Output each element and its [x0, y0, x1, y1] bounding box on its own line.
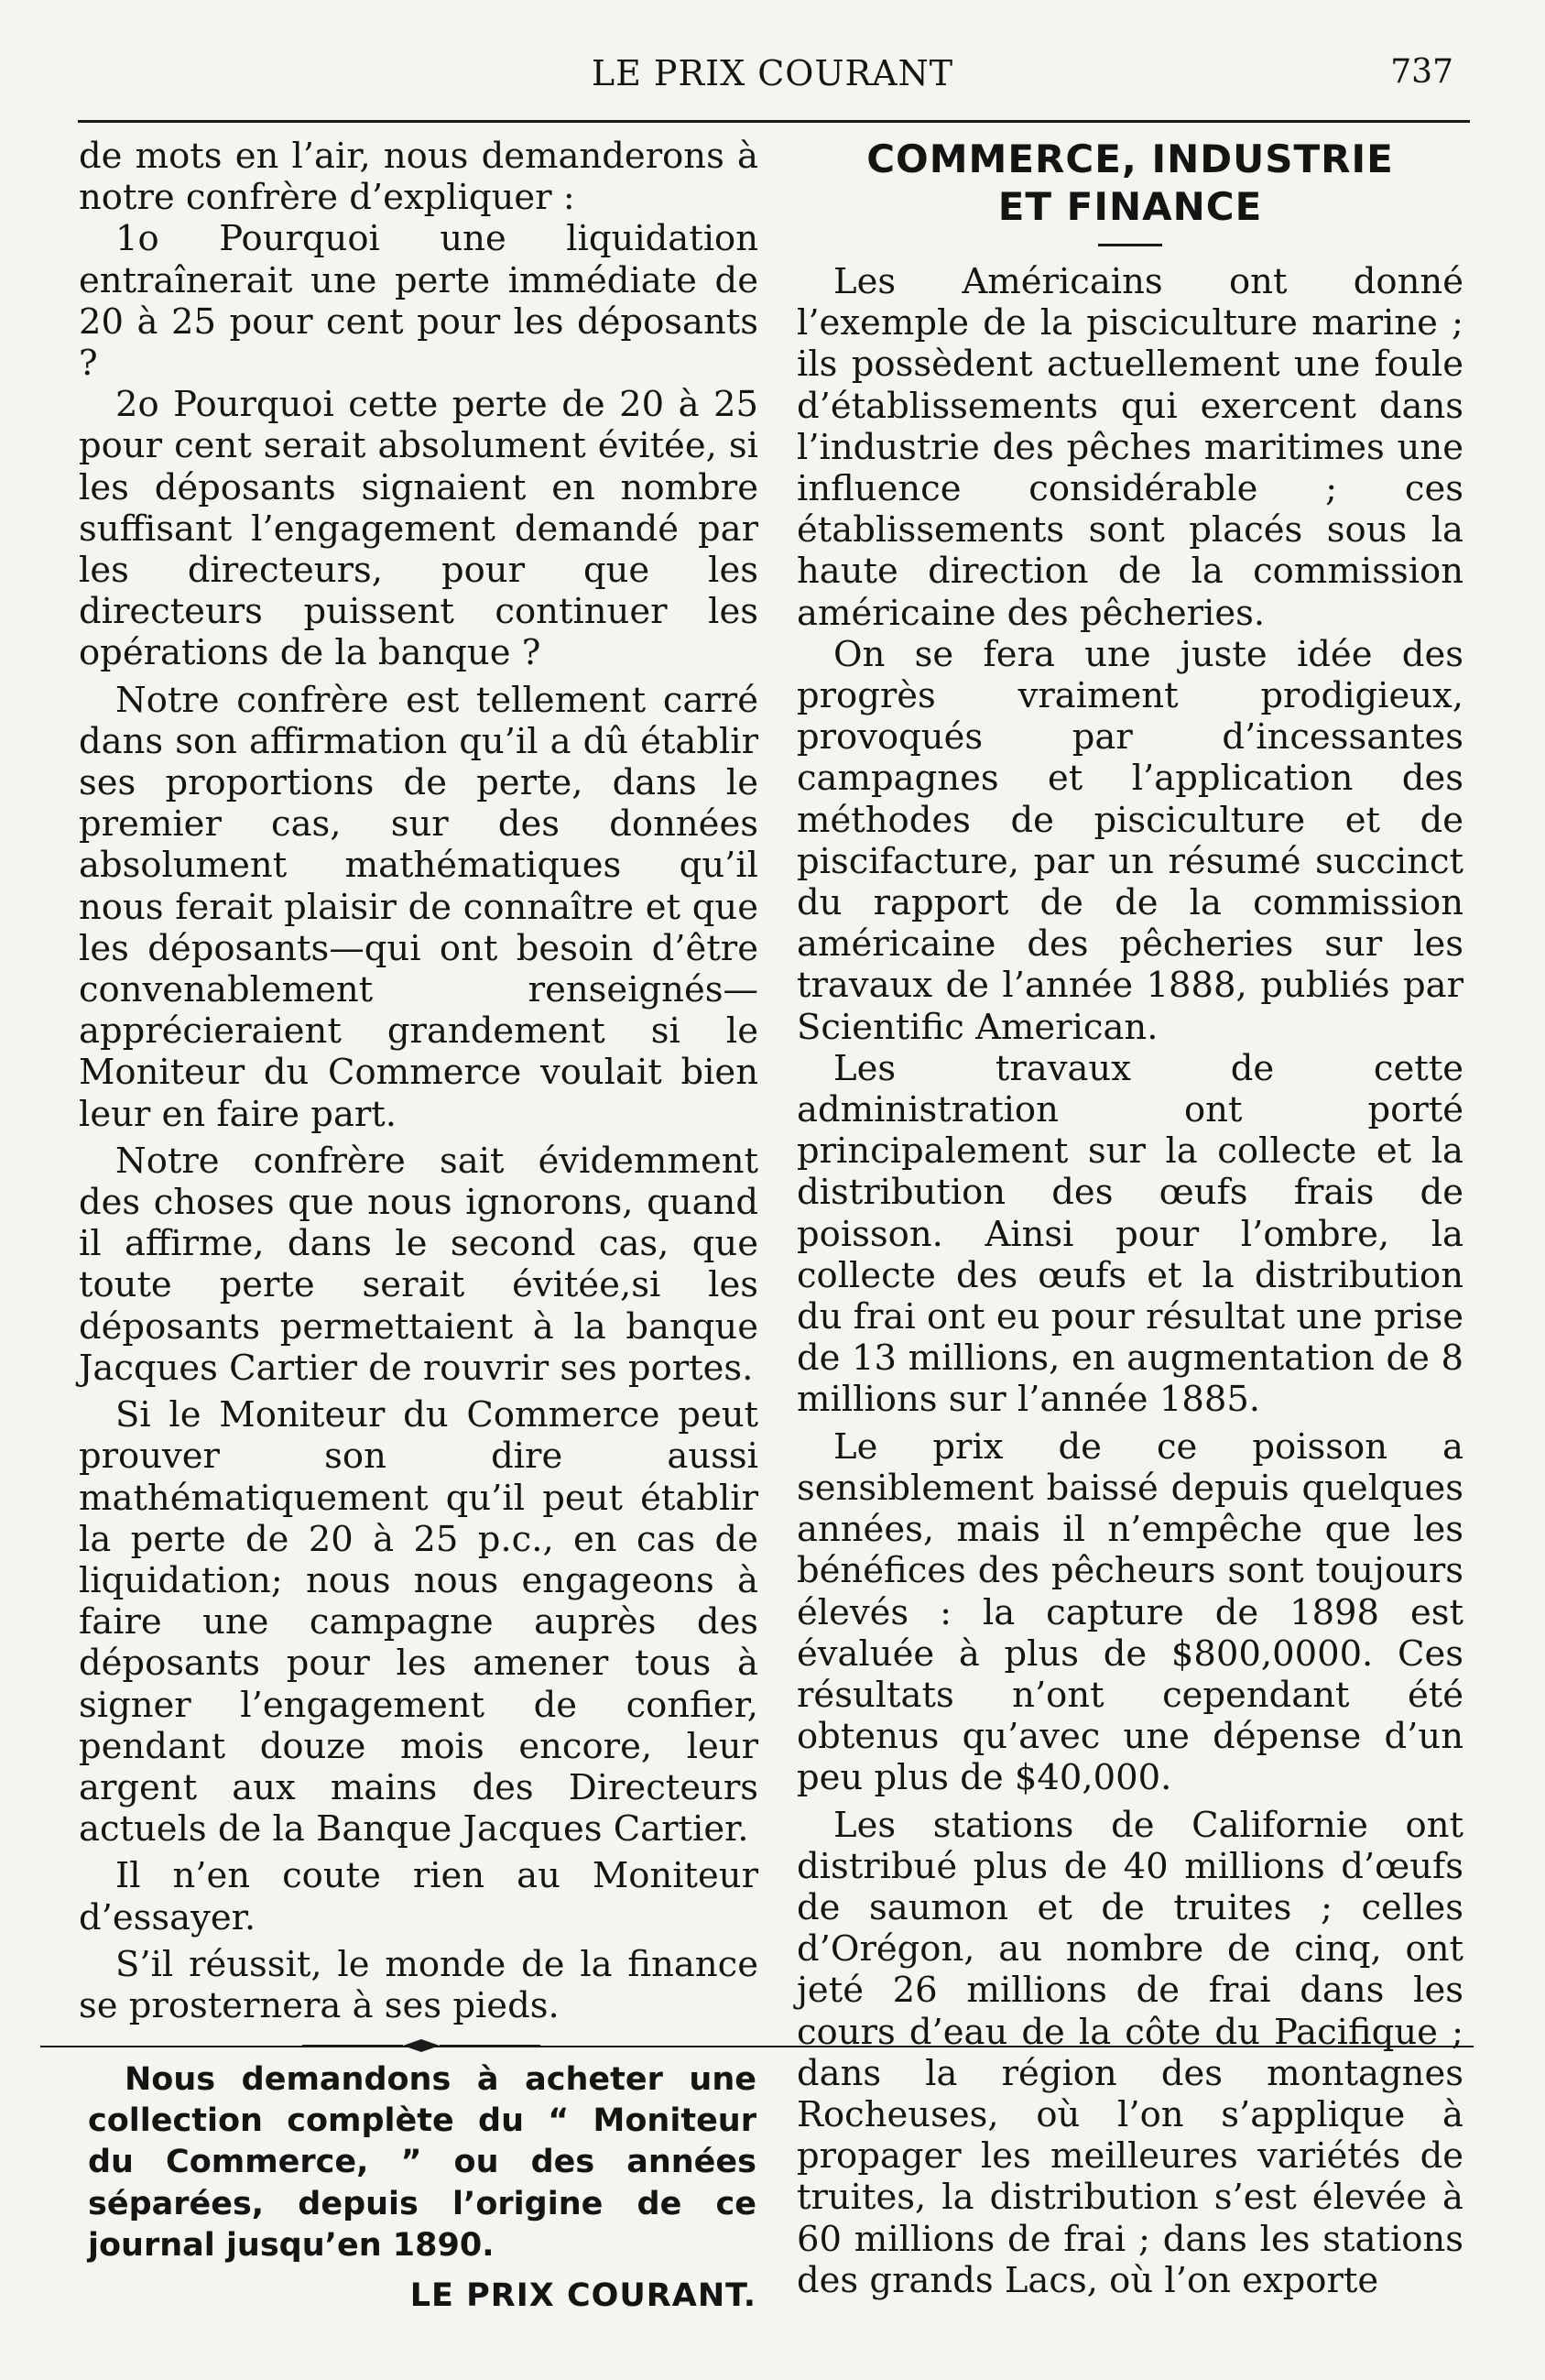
- section-title-line-2: ET FINANCE: [997, 184, 1263, 229]
- right-paragraph: Les Américains ont donné l’exemple de la pisciculture marine ; ils possèdent actuellement une foule d’établissements qui exercent dans l’industrie des pêches maritimes une influence considérable ; ces établissements sont placés sous la haute direction de la commission américaine des pêcheries.: [797, 261, 1463, 634]
- header-rule: [78, 120, 1470, 123]
- notice-box: [88, 2059, 756, 2317]
- left-paragraph: de mots en l’air, nous demanderons à notre confrère d’expliquer :: [79, 136, 758, 219]
- left-paragraph: Notre confrère sait évidemment des choses que nous ignorons, quand il affirme, dans le second cas, que toute perte serait évitée,si les déposants permettaient à la banque Jacques Cartier de rouvrir ses portes.: [79, 1140, 758, 1389]
- left-paragraph: 1o Pourquoi une liquidation entraînerait une perte immédiate de 20 à 25 pour cent pour les déposants ?: [79, 218, 758, 385]
- right-paragraph: Le prix de ce poisson a sensiblement baissé depuis quelques années, mais il n’empêche que les bénéfices des pêcheurs sont toujours élevés : la capture de 1898 est évaluée à plus de $800,0000. Ces résultats n’ont cependant été obtenus qu’avec une dépense d’un peu plus de $40,000.: [797, 1425, 1463, 1799]
- ornament-divider-icon: [302, 2032, 540, 2059]
- notice-signature: LE PRIX COURANT.: [409, 2277, 756, 2315]
- right-paragraph: Les travaux de cette administration ont porté principalement sur la collecte et la distribution des œufs frais de poisson. Ainsi pour l’ombre, la collecte des œufs et la distribution du frai ont eu pour résultat une prise de 13 millions, en augmentation de 8 millions sur l’année 1885.: [797, 1047, 1463, 1421]
- right-paragraph: Les stations de Californie ont distribué plus de 40 millions d’œufs de saumon et de truites ; celles d’Orégon, au nombre de cinq, ont jeté 26 millions de frai dans les cours d’eau de la côte du Pacifique ; dans la région des montagnes Rocheuses, où l’on s’applique à propager les meilleures variétés de truites, la distribution s’est élevée à 60 millions de frai ; dans les stations des grands Lacs, où l’on exporte: [797, 1804, 1463, 2301]
- left-paragraph: Il n’en coute rien au Moniteur d’essayer.: [79, 1855, 758, 1938]
- left-paragraph: Notre confrère est tellement carré dans son affirmation qu’il a dû établir ses proportions de perte, dans le premier cas, sur des données absolument mathématiques qu’il nous ferait plaisir de connaître et que les déposants—qui ont besoin d’être convenablement renseignés—apprécieraient grandement si le Moniteur du Commerce voulait bien leur en faire part.: [79, 679, 758, 1135]
- left-column: [79, 136, 758, 2026]
- section-title-line-1: COMMERCE, INDUSTRIE: [866, 136, 1394, 181]
- page-number: 737: [1390, 53, 1453, 91]
- right-column: [797, 136, 1463, 2301]
- title-dash: [1098, 244, 1162, 246]
- left-paragraph: Si le Moniteur du Commerce peut prouver son dire aussi mathématiquement qu’il peut établir la perte de 20 à 25 p.c., en cas de liquidation; nous nous engageons à faire une campagne auprès des déposants pour les amener tous à signer l’engagement de confier, pendant douze mois encore, leur argent aux mains des Directeurs actuels de la Banque Jacques Cartier.: [79, 1394, 758, 1851]
- running-head: [0, 53, 1545, 99]
- right-paragraph: On se fera une juste idée des progrès vraiment prodigieux, provoqués par d’incessantes campagnes et l’application des méthodes de pisciculture et de piscifacture, par un résumé succinct du rapport de de la commission américaine des pêcheries sur les travaux de l’année 1888, publiés par Scientific American.: [797, 633, 1463, 1048]
- journal-title: LE PRIX COURANT: [591, 53, 954, 93]
- notice-text: Nous demandons à acheter une collection complète du “ Moniteur du Commerce, ” ou des années séparées, depuis l’origine de ce journal jusqu’en 1890.: [88, 2061, 756, 2264]
- left-paragraph: 2o Pourquoi cette perte de 20 à 25 pour cent serait absolument évitée, si les déposants signaient en nombre suffisant l’engagement demandé par les directeurs, pour que les directeurs puissent continuer les opérations de la banque ?: [79, 384, 758, 674]
- left-paragraph: S’il réussit, le monde de la finance se prosternera à ses pieds.: [79, 1943, 758, 2026]
